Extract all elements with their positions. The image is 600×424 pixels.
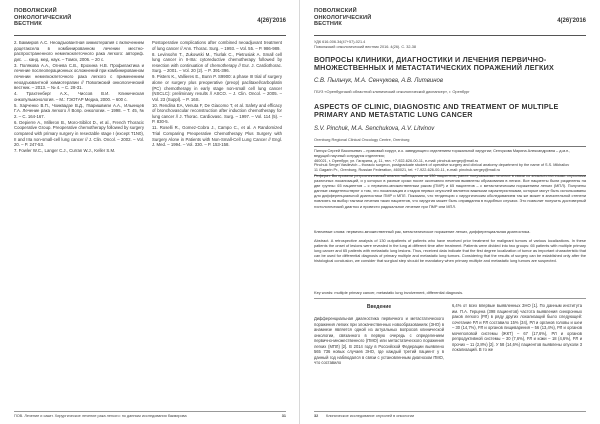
keywords-en: Key words: multiple primary cancer, metastatic lung involvement, differential diagnosis. xyxy=(314,290,464,295)
journal-title: ПОВОЛЖСКИЙ ОНКОЛОГИЧЕСКИЙ ВЕСТНИК xyxy=(314,8,372,28)
header-rule xyxy=(14,35,286,36)
reference-item: Postoperative complications after combined neoadjuvant treatment of lung cancer // Ann. Thorac. Surg. – 1993. – Vol. 55. – P. 986-989. xyxy=(152,40,282,51)
page-footer xyxy=(14,411,286,418)
section-rule xyxy=(314,298,586,299)
body-column-a: Дифференциальная диагностика первичного и метастатического поражения легких при злокачественных новообразованиях (ЗНО) в анамнезе является одной из актуальных вопросов клинической онкологии, связанного в первую очередь с определением первично-множественного (ПМО) или метастатического поражения легких (МПЛ) [2]. В 2014 году в Российской Федерации выявлено 565 736 новых случаев ЗНО, где каждый третий пациент у в данный год наблюдался в связи с установленным диагнозом ПМО, что составило xyxy=(314,316,444,365)
reference-item: 2. Бакмиров А.С. Неоадъювантная химиотерапия с включением доцетаксела в комбинированном лечении местно-распространенного немелкоклеточного рака легкого: автореф. дис. … канд. мед. наук. – Томск, 2006. – 20 с. xyxy=(14,40,144,62)
page-number: 32 xyxy=(314,414,319,418)
footer-text: Клиническое исследование опухолей в онкологии xyxy=(326,414,415,418)
footer-text: ПОВ. Лечение и сакит. Хирургическое лечение рака легкого: по данным исследования бакмирова xyxy=(14,414,187,418)
authors-en: S.V. Pinchuk, M.A. Senchukova, A.V. Litvinov xyxy=(314,126,435,132)
reference-item: 10. Rendina EA, Venuta F, De Giacomo T, et al. Safety and efficacy of bronchovascular reconstruction after induction chemotherapy for lung cancer // J. Thorac. Cardiovasc. Surg. – 1997. – Vol. 114 (5). – P. 830-5. xyxy=(152,102,282,125)
keywords-ru: Ключевые слова: первично-множественный рак, метастатическое поражение легких, дифференциальная диагностика. xyxy=(314,229,531,234)
abstract-ru: Реферат. Вы провели ретроспективный анализ наблюдения за 130 пациентов, ранее получавшими лечение в связи со злокачественными опухолями различных локализаций, и у которых в разные сроки после окончания лечения выявлены образования в легких. Все пациенты были разделены на две группы: 65 пациентов – с первично-множественным раком (ПМР) и 65 пациентов – с метастатическим поражением легких (МПЛ). Получены данные свидетельствуют о том, что локализация и стадия первых опухолей является важными характеристиками, которые могут быть использованы для дифференциальной диагностики ПМР и МПЛ. Показано, что тенденцию с хирургическим обследованием так же может в значительной степени повлиять на выбор тактики лечения таких пациентов, что хирургия может быть оправданна в подобных случаях. Это позволит получить достоверный гистологический диагноз и провести радикальное лечение при ПМР или МПЛ. xyxy=(314,173,586,209)
reference-item: 4. Трахтенберг А.Х., Чиссов В.И. Клиническая онкопульмонология. – М.: ГЭОТАР Медиа, 2000. – 600 с. xyxy=(14,91,144,102)
right-page xyxy=(300,0,600,424)
journal-header xyxy=(314,8,586,34)
article-meta: УДК 616-006.34(47+57)-021.4 Поволжский онкологический вестник 2016. 4(26). C. 32-38 xyxy=(314,40,416,49)
body-column-b: 6,4% от всех впервые выявленных ЗНО [1]. По данным института им. П.А. Герцена (398 пациентов) частота выявления синхронных раков легкого (РЛ) в ряду других локализаций было следующей: сочетание РЛ и РЛ составило 15% (34), РЛ и органов головы и шеи – 30 (14,7%), РЛ и органов пищеварения – 56 (13,4%), РЛ и органов мочеполовой системы (ЖКТ) – 67 (17,6%), РЛ и органов репродуктивной системы – 30 (7,6%), РЛ и кожи – 18 (4,6%), РЛ и прочих – 11 (2,8%) [2]. У 58 (14,6%) пациентов выявлены опухоли 3 локализаций. В то же xyxy=(452,303,582,352)
abstract-en: Abstract. A retrospective analysis of 130 outpatients of patients who have received prior treatment for malignant tumors of various localizations. In these patients the onset of lesions were revealed in the lung at different time after treatment. Patients were divided into two groups: 65 patients with multiple primary lung cancer and 65 patients with metastatic lung lesions. Thus, received data indicate that the first degree localization of tumor as important characteristic that can be used for differential diagnosis of primary multiple and metastatic lung tumors. Considering that the results of surgery can be established only after the histological conclusion, we consider that surgical step should be mandatory when primary multiple and metastatic lung tumors are suspected. xyxy=(314,238,586,264)
journal-issue: 4(26)'2016 xyxy=(557,18,586,24)
page-footer xyxy=(314,411,586,418)
reference-item: 5. Харченко В.П., Чхиквадзе В.Д., Гваришвили А.А., Ильинцев Г.А. Лечение рака легкого // Вопр. онкологии. – 1998. – Т. 45, № 2. – С. 164-167. xyxy=(14,102,144,119)
references-column-a xyxy=(14,40,144,154)
page-number: 31 xyxy=(281,414,286,418)
intro-heading: Введение xyxy=(366,304,392,310)
reference-item: 11. Roselli R., Gomez-Cobra J., Campo C., et al. A Randomized Trial Comparing Preoperative Chemotherapy Plus Surgery with Surgery Alone in Patients with Non-Small-Cell Lung Cancer // Engl. J. Med. – 1994. – Vol. 330. – P. 153-158. xyxy=(152,125,282,148)
reference-item: 9. Pisters K., Vallieres E., Bunn P. S9900: a phase III trial of surgery alone or surgery plus preoperative (preop) paclitaxel/carboplatin (PC) chemotherapy in early stage non-small cell lung cancer (NSCLC): preliminary results // ASCO. – J. Clin. Oncol. – 2005. – Vol. 23 (Suppl). – P. 16S. xyxy=(152,74,282,102)
reference-item: 8. Levinsohn T., Zukowski M., Tiurlak C., Pietrusiak A. Small cell lung cancer in II-IIIa: cytoreductive chemotherapy followed by resection with continuation of chemotherapy // Eur. J. Cardiothorac. Surg. – 2001. – Vol. 20 (2). – P. 391-396. xyxy=(152,51,282,74)
reference-item: 3. Полякова А.А., Огнева С.В., Ерохина Н.В. Профилактика и лечение послеоперационных осложнений при комбинированном лечении немелкоклеточного рака легкого с применением неоадъювантной химиотерапии // Поволжский онкологический вестник. – 2013. – № 4. – С. 28-31. xyxy=(14,62,144,91)
journal-title: ПОВОЛЖСКИЙ ОНКОЛОГИЧЕСКИЙ ВЕСТНИК xyxy=(14,8,72,28)
journal-header xyxy=(14,8,286,34)
reference-item: 6. Depierre A., Milleron B., Moro-Sibilot D., et al., French Thoracic Cooperative Group. Preoperative chemotherapy followed by surgery compared with primary surgery in resectable stage I (except T1N0), II and IIIa non-small-cell lung cancer // J. Clin. Oncol. – 2002. – Vol. 20. – P. 247-53. xyxy=(14,119,144,148)
affiliation-en: Orenburg Regional Clinical Oncology Centre, Orenburg xyxy=(314,137,410,142)
article-title-ru: ВОПРОСЫ КЛИНИКИ, ДИАГНОСТИКИ И ЛЕЧЕНИЯ ПЕРВИЧНО-МНОЖЕСТВЕННЫХ И МЕТАСТАТИЧЕСКИХ ПОРАЖЕНИЙ ЛЕГКИХ xyxy=(314,55,554,73)
affiliation-ru: ГБУЗ «Оренбургский областной клинический онкологический диспансер», г. Оренбург xyxy=(314,89,470,94)
authors-ru: С.В. Пыльчук, М.А. Сенчукова, А.В. Литвинов xyxy=(314,78,443,84)
header-rule xyxy=(314,35,586,36)
article-title-en: ASPECTS OF CLINIC, DIAGNOSTIC AND TREATMENT OF MULTIPLE PRIMARY AND METASTATIC LUNG CANCER xyxy=(314,102,559,120)
references-column-b xyxy=(152,40,282,148)
author-info-box: Пинчук Сергей Васильевич – правовый хирург, и.о. заведующего отделением торакальной хирургии; Сенчукова Марина Александровна – д.м.н., ведущий научный сотрудник отделения; 460021, г. Оренбург, ул. Гагарина, д. 11, тел. +7-922-626-00-11, e-mail: pinchuk.sergey@mail.ru Pinchuk Sergei Vasilevich – thoracic surgeon, postgraduate student of operative surgery and clinical anatomy department by the name of S.S. Mikhailov 11 Gagarin Pr., Orenburg, Russian Federation, 460021, tel. +7-922-626-00-11, e-mail: pinchuk.sergey@mail.ru xyxy=(314,146,586,176)
journal-issue: 4(26)'2016 xyxy=(257,18,286,24)
reference-item: 7. Fowler W.C., Langer C.J., Curran W.J., Keller S.M. xyxy=(14,148,116,154)
